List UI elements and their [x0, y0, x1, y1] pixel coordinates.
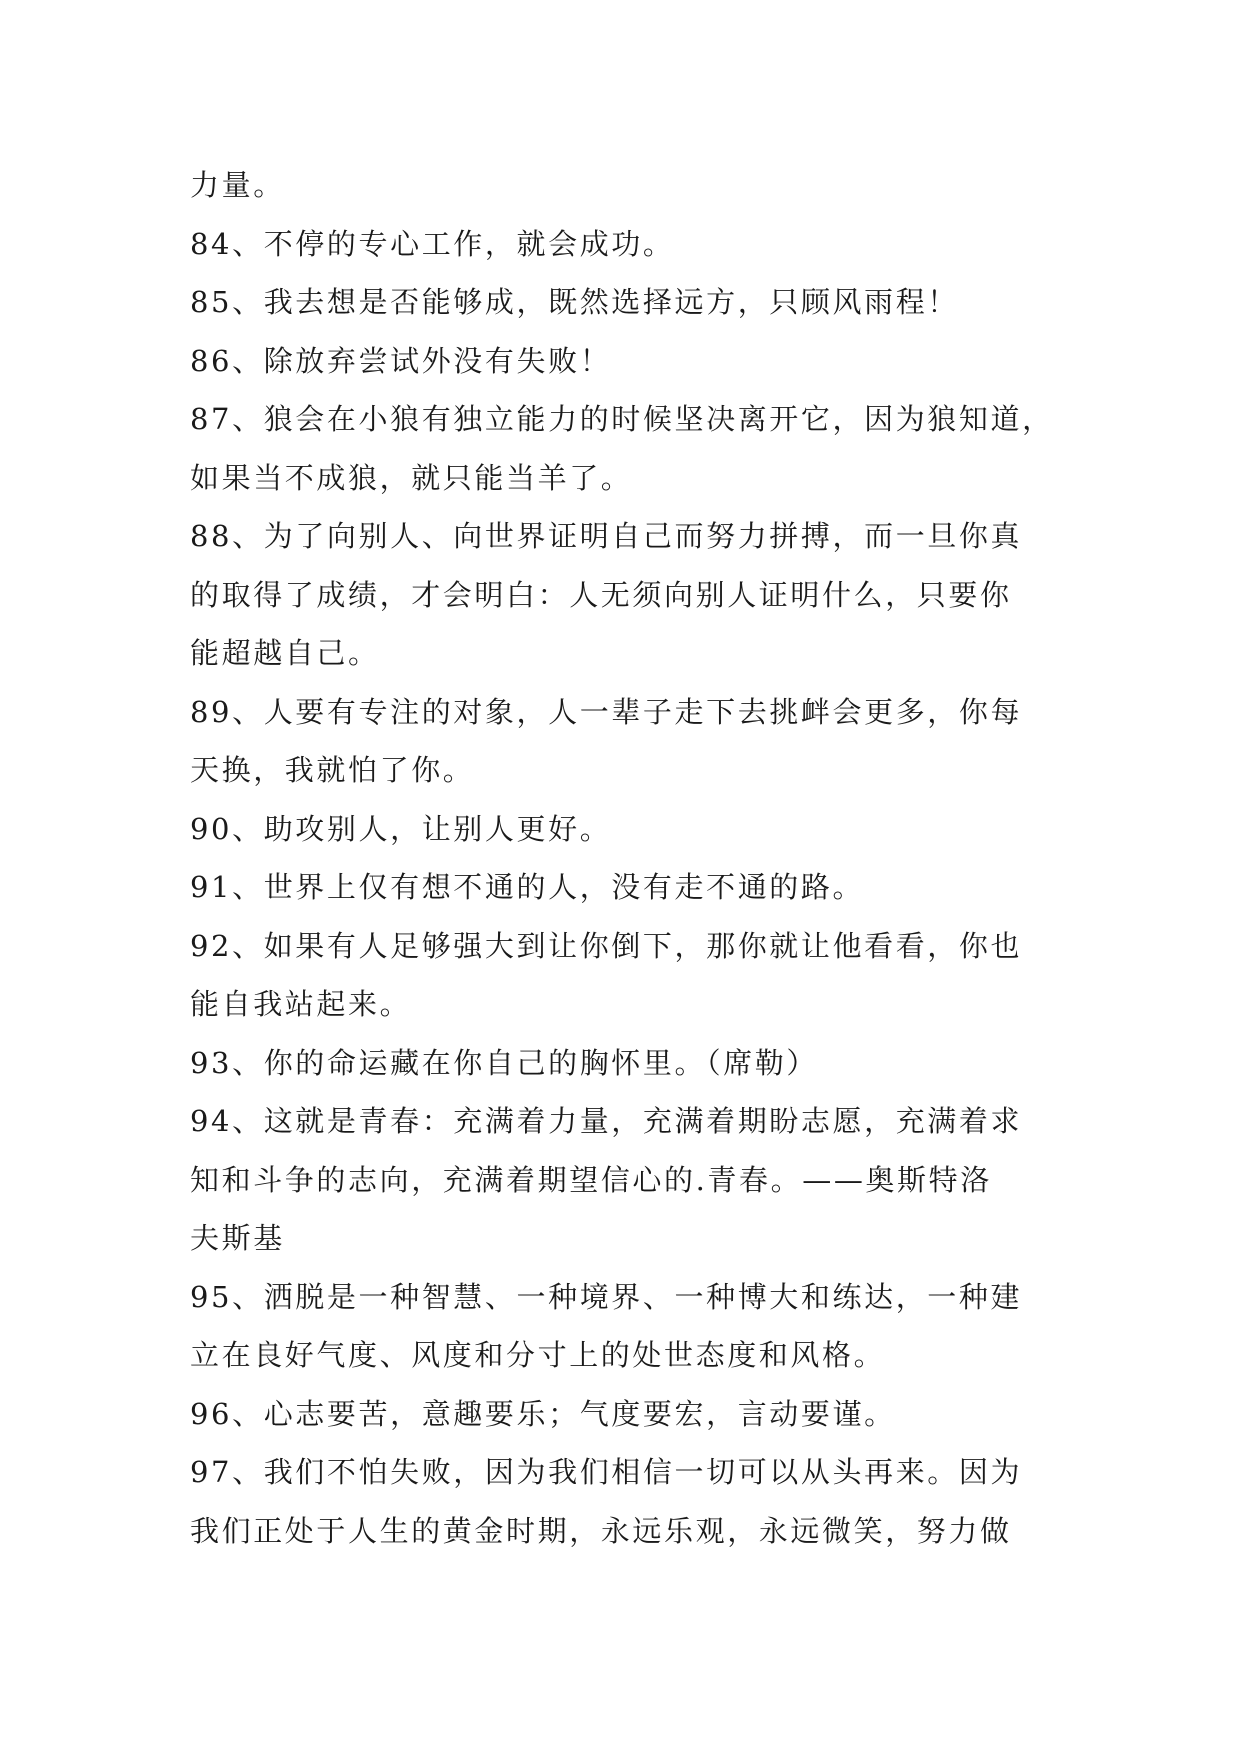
- text-line: 97、我们不怕失败，因为我们相信一切可以从头再来。因为: [190, 1455, 1023, 1489]
- document-body: [190, 156, 1065, 1560]
- text-line: 能自我站起来。: [190, 987, 412, 1021]
- text-line: 的取得了成绩，才会明白：人无须向别人证明什么，只要你: [190, 577, 1012, 612]
- text-line: 力量。: [190, 168, 285, 202]
- text-line: 95、洒脱是一种智慧、一种境界、一种博大和练达，一种建: [190, 1279, 1023, 1314]
- text-line: 能超越自己。: [190, 636, 380, 670]
- text-line: 96、心志要苦，意趣要乐；气度要宏，言动要谨。: [190, 1396, 896, 1431]
- text-line: 知和斗争的志向，充满着期望信心的.青春。——奥斯特洛: [190, 1162, 992, 1197]
- text-line: 立在良好气度、风度和分寸上的处世态度和风格。: [190, 1338, 886, 1372]
- text-line: 84、不停的专心工作，就会成功。: [190, 226, 675, 261]
- text-line: 93、你的命运藏在你自己的胸怀里。（席勒）: [190, 1045, 819, 1080]
- text-line: 89、人要有专注的对象，人一辈子走下去挑衅会更多，你每: [190, 694, 1023, 729]
- text-line: 86、除放弃尝试外没有失败！: [190, 343, 612, 378]
- text-line: 88、为了向别人、向世界证明自己而努力拼搏，而一旦你真: [190, 519, 1023, 553]
- text-line: 85、我去想是否能够成，既然选择远方，只顾风雨程！: [190, 285, 959, 319]
- text-line: 夫斯基: [190, 1221, 285, 1255]
- text-line: 91、世界上仅有想不通的人，没有走不通的路。: [190, 870, 865, 904]
- text-line: 如果当不成狼，就只能当羊了。: [190, 460, 633, 495]
- text-line: 94、这就是青春：充满着力量，充满着期盼志愿，充满着求: [190, 1104, 1023, 1138]
- text-line: 90、助攻别人，让别人更好。: [190, 811, 612, 846]
- text-line: 92、如果有人足够强大到让你倒下，那你就让他看看，你也: [190, 928, 1023, 963]
- text-line: 天换，我就怕了你。: [190, 753, 475, 787]
- text-line: 87、狼会在小狼有独立能力的时候坚决离开它，因为狼知道，: [190, 402, 1054, 436]
- text-line: 我们正处于人生的黄金时期，永远乐观，永远微笑，努力做: [190, 1513, 1012, 1548]
